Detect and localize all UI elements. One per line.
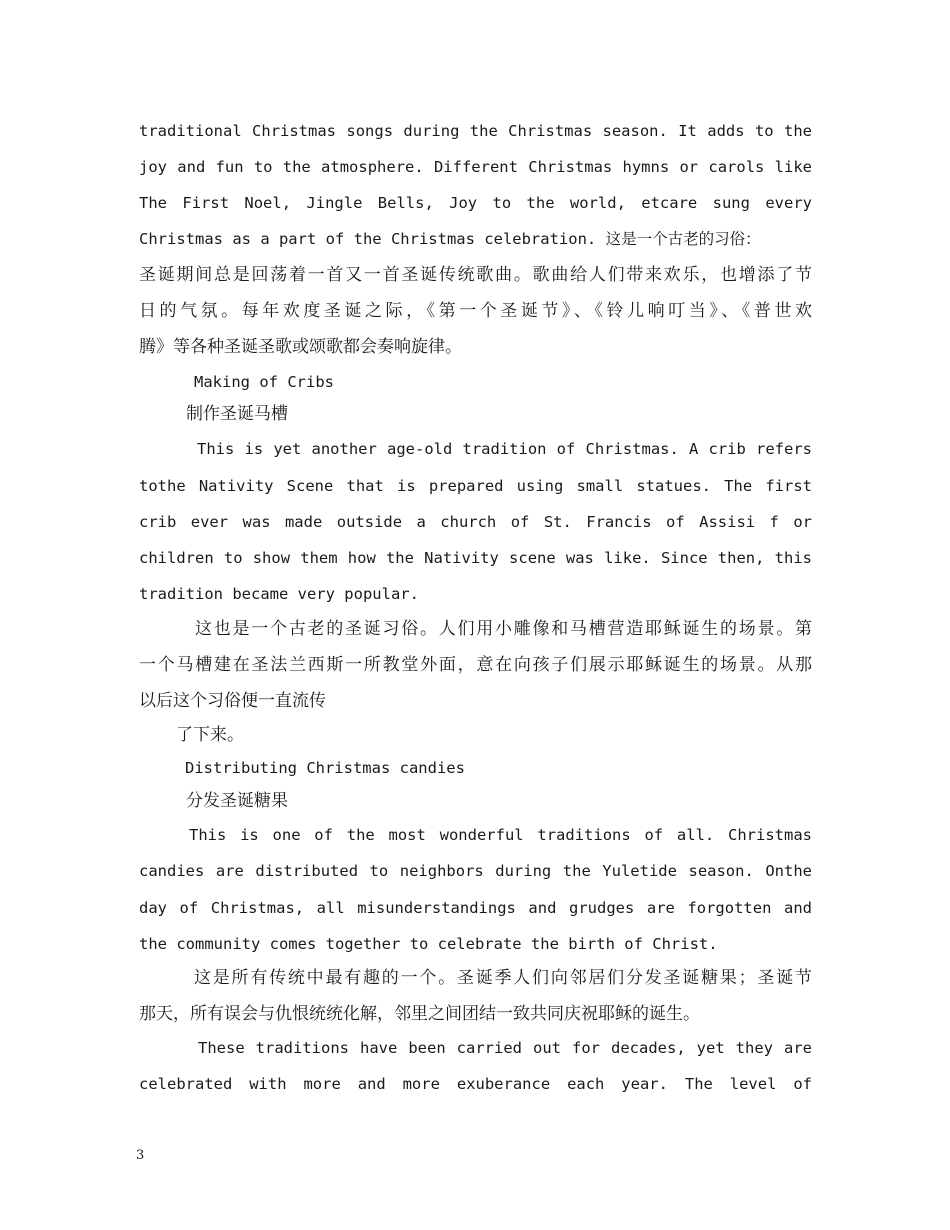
text-line: children to show them how the Nativity scene was like. Since then, this: [139, 549, 812, 567]
section-heading: Distributing Christmas candies: [185, 759, 465, 777]
text-line: 日的气氛。每年欢度圣诞之际，《第一个圣诞节》、《铃儿响叮当》、《普世欢: [139, 301, 812, 321]
text-line: 圣诞期间总是回荡着一首又一首圣诞传统歌曲。歌曲给人们带来欢乐，也增添了节: [139, 265, 812, 285]
text-line: This is one of the most wonderful traditions of all. Christmas: [189, 826, 812, 844]
text-line: The First Noel, Jingle Bells, Joy to the world, etcare sung every: [139, 194, 812, 212]
text-line: 那天，所有误会与仇恨统统化解，邻里之间团结一致共同庆祝耶稣的诞生。: [139, 1004, 700, 1024]
text-line: 这也是一个古老的圣诞习俗。人们用小雕像和马槽营造耶稣诞生的场景。第: [195, 619, 812, 639]
page-number: 3: [136, 1148, 145, 1163]
text-line: joy and fun to the atmosphere. Different Christmas hymns or carols like: [139, 158, 812, 176]
text-line: the community comes together to celebrate the birth of Christ.: [139, 935, 718, 953]
text-line: 了下来。: [176, 725, 244, 745]
text-line: crib ever was made outside a church of St. Francis of Assisi f or: [139, 513, 812, 531]
text-line: 以后这个习俗便一直流传: [139, 691, 326, 711]
section-heading-zh: 制作圣诞马槽: [186, 404, 288, 424]
text-line: This is yet another age-old tradition of Christmas. A crib refers: [197, 440, 812, 458]
text-line: day of Christmas, all misunderstandings and grudges are forgotten and: [139, 899, 812, 917]
section-heading: Making of Cribs: [194, 373, 334, 391]
text-line: tradition became very popular.: [139, 585, 419, 603]
text-line: 这是所有传统中最有趣的一个。圣诞季人们向邻居们分发圣诞糖果；圣诞节: [194, 968, 812, 988]
text-line: Christmas as a part of the Christmas celebration. 这是一个古老的习俗：: [139, 230, 761, 248]
text-line: 腾》等各种圣诞圣歌或颂歌都会奏响旋律。: [139, 337, 462, 357]
text-line: candies are distributed to neighbors during the Yuletide season. Onthe: [139, 862, 812, 880]
section-heading-zh: 分发圣诞糖果: [186, 791, 288, 811]
text-line: celebrated with more and more exuberance each year. The level of: [139, 1075, 812, 1093]
text-line: tothe Nativity Scene that is prepared using small statues. The first: [139, 477, 812, 495]
text-line: These traditions have been carried out for decades, yet they are: [198, 1039, 812, 1057]
text-line: traditional Christmas songs during the Christmas season. It adds to the: [139, 122, 812, 140]
text-line: 一个马槽建在圣法兰西斯一所教堂外面，意在向孩子们展示耶稣诞生的场景。从那: [139, 655, 812, 675]
